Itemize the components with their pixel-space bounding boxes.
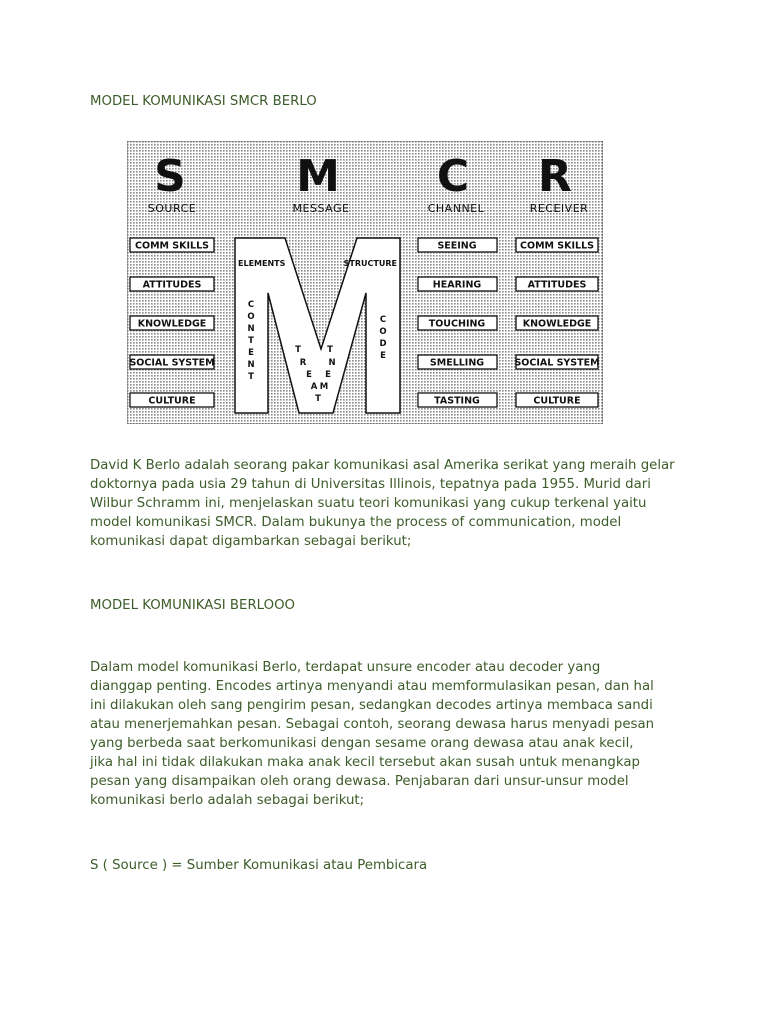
- label-content: [247, 300, 254, 382]
- label-structure: STRUCTURE: [343, 259, 397, 268]
- channel-item: [418, 316, 497, 330]
- heading-smcr-model: MODEL KOMUNIKASI SMCR BERLO: [90, 94, 317, 109]
- svg-text:COMM SKILLS: COMM SKILLS: [135, 240, 209, 252]
- svg-text:N: N: [247, 324, 255, 334]
- receiver-item: [516, 316, 598, 330]
- svg-text:HEARING: HEARING: [432, 279, 482, 291]
- channel-item: [418, 393, 497, 407]
- header-message: MESSAGE: [292, 202, 350, 215]
- svg-text:E: E: [248, 348, 254, 358]
- svg-text:KNOWLEDGE: KNOWLEDGE: [137, 318, 207, 330]
- heading-berlo-model: MODEL KOMUNIKASI BERLOOO: [90, 598, 296, 613]
- paragraph-encoder-decoder: Dalam model komunikasi Berlo, terdapat unsure encoder atau decoder yang dianggap penting. Encodes artinya menyandi atau memformulasikan pesan, dan hal ini dilakukan oleh sang pengirim pesan, sedangkan decodes artinya membaca sandi atau menerjemahkan pesan. Sebagai contoh, seorang dewasa harus menyadi pesan yang berbeda saat berkomunikasi dengan sesame orang dewasa atau anak kecil, jika hal ini tidak dilakukan maka anak kecil tersebut akan susah untuk menangkap pesan yang disampaikan oleh orang dewasa. Penjabaran dari unsur-unsur model komunikasi berlo adalah sebagai berikut;: [90, 660, 655, 808]
- svg-text:O: O: [379, 327, 387, 337]
- svg-text:T: T: [295, 345, 301, 355]
- svg-text:CULTURE: CULTURE: [148, 395, 196, 407]
- receiver-item: [516, 238, 598, 252]
- svg-text:E: E: [325, 370, 331, 380]
- header-source: SOURCE: [147, 202, 197, 215]
- svg-text:R: R: [299, 358, 307, 368]
- svg-text:C: C: [247, 300, 255, 310]
- svg-text:D: D: [379, 339, 387, 349]
- header-receiver: RECEIVER: [529, 202, 589, 215]
- svg-text:SOCIAL SYSTEM: SOCIAL SYSTEM: [514, 357, 600, 369]
- svg-text:O: O: [247, 312, 255, 322]
- svg-text:A: A: [310, 382, 318, 392]
- source-definition: S ( Source ) = Sumber Komunikasi atau Pembicara: [90, 858, 428, 873]
- source-item: [130, 393, 214, 407]
- svg-text:ATTITUDES: ATTITUDES: [527, 279, 587, 291]
- svg-text:SEEING: SEEING: [437, 240, 477, 252]
- svg-text:COMM SKILLS: COMM SKILLS: [520, 240, 594, 252]
- svg-text:SMELLING: SMELLING: [429, 357, 485, 369]
- svg-text:N: N: [328, 358, 336, 368]
- letter-m: M: [296, 151, 340, 202]
- source-item: [130, 316, 214, 330]
- svg-text:T: T: [248, 336, 254, 346]
- svg-text:TOUCHING: TOUCHING: [428, 318, 486, 330]
- receiver-item: [516, 277, 598, 291]
- svg-text:N: N: [247, 360, 255, 370]
- letter-s: S: [154, 151, 186, 202]
- svg-text:T: T: [327, 345, 333, 355]
- label-elements: ELEMENTS: [238, 259, 286, 268]
- svg-text:C: C: [379, 315, 387, 325]
- smcr-diagram: [127, 141, 603, 424]
- svg-text:TASTING: TASTING: [434, 395, 480, 407]
- svg-text:M: M: [319, 382, 329, 392]
- letter-c: C: [436, 151, 470, 202]
- svg-text:SOCIAL SYSTEM: SOCIAL SYSTEM: [129, 357, 215, 369]
- svg-text:T: T: [315, 394, 321, 404]
- svg-text:KNOWLEDGE: KNOWLEDGE: [522, 318, 592, 330]
- receiver-item: [514, 355, 599, 369]
- channel-item: [418, 238, 497, 252]
- svg-text:E: E: [306, 370, 312, 380]
- source-item: [129, 355, 214, 369]
- header-channel: CHANNEL: [427, 202, 485, 215]
- source-item: [130, 277, 214, 291]
- source-item: [130, 238, 214, 252]
- channel-item: [418, 277, 497, 291]
- svg-text:E: E: [380, 351, 386, 361]
- svg-text:ATTITUDES: ATTITUDES: [142, 279, 202, 291]
- paragraph-berlo-intro: David K Berlo adalah seorang pakar komunikasi asal Amerika serikat yang meraih gelar doktornya pada usia 29 tahun di Universitas Illinois, tepatnya pada 1955. Murid dari Wilbur Schramm ini, menjelaskan suatu teori komunikasi yang cukup terkenal yaitu model komunikasi SMCR. Dalam bukunya the process of communication, model komunikasi dapat digambarkan sebagai berikut;: [90, 458, 675, 549]
- letter-r: R: [538, 151, 572, 202]
- channel-item: [418, 355, 497, 369]
- svg-text:CULTURE: CULTURE: [533, 395, 581, 407]
- svg-text:T: T: [248, 372, 254, 382]
- receiver-item: [516, 393, 598, 407]
